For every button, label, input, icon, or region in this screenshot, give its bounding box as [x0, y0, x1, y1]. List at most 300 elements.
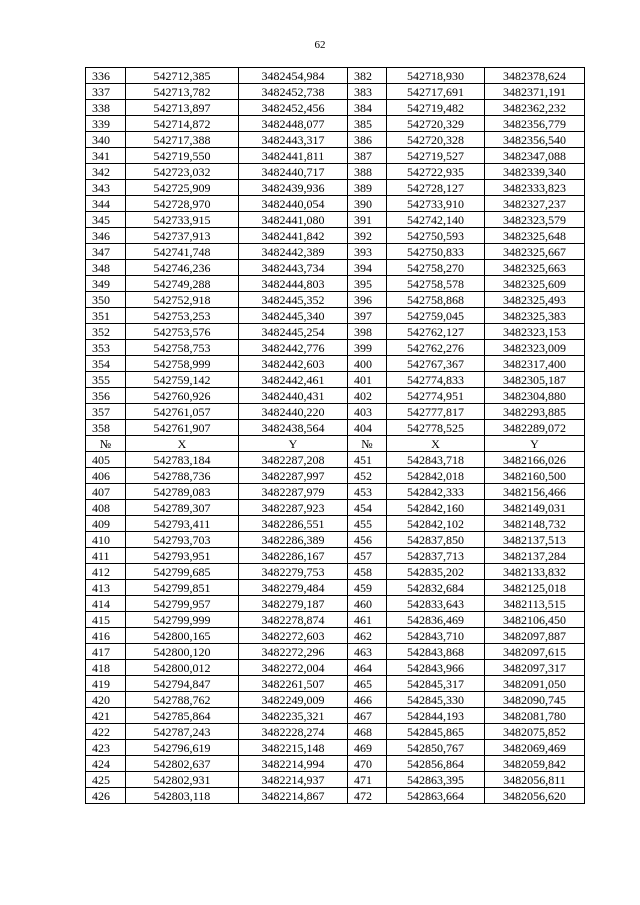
x-coordinate-cell: 542728,970: [126, 196, 239, 212]
x-coordinate-cell: 542774,951: [387, 388, 485, 404]
point-number-cell: 414: [86, 596, 126, 612]
point-number-cell: 403: [348, 404, 387, 420]
x-coordinate-cell: 542799,957: [126, 596, 239, 612]
x-coordinate-cell: 542844,193: [387, 708, 485, 724]
y-coordinate-cell: 3482443,734: [239, 260, 348, 276]
point-number-cell: 385: [348, 116, 387, 132]
x-coordinate-cell: 542799,685: [126, 564, 239, 580]
table-row: [86, 692, 585, 708]
point-number-cell: 454: [348, 500, 387, 516]
table-row: [86, 180, 585, 196]
x-coordinate-cell: 542719,482: [387, 100, 485, 116]
point-number-cell: 338: [86, 100, 126, 116]
point-number-cell: 390: [348, 196, 387, 212]
point-number-cell: 412: [86, 564, 126, 580]
point-number-cell: 465: [348, 676, 387, 692]
table-row: [86, 516, 585, 532]
y-coordinate-cell: 3482448,077: [239, 116, 348, 132]
point-number-cell: 383: [348, 84, 387, 100]
y-coordinate-cell: 3482097,317: [485, 660, 585, 676]
y-coordinate-cell: 3482440,717: [239, 164, 348, 180]
table-row: [86, 196, 585, 212]
x-coordinate-cell: 542719,527: [387, 148, 485, 164]
table-row: [86, 68, 585, 84]
y-coordinate-cell: 3482445,352: [239, 292, 348, 308]
x-coordinate-cell: 542760,926: [126, 388, 239, 404]
y-coordinate-cell: 3482323,579: [485, 212, 585, 228]
y-coordinate-cell: 3482113,515: [485, 596, 585, 612]
table-row: [86, 724, 585, 740]
point-number-cell: 349: [86, 276, 126, 292]
x-coordinate-cell: 542741,748: [126, 244, 239, 260]
x-coordinate-cell: 542837,850: [387, 532, 485, 548]
x-coordinate-cell: 542717,388: [126, 132, 239, 148]
x-coordinate-cell: 542842,160: [387, 500, 485, 516]
x-coordinate-cell: 542787,243: [126, 724, 239, 740]
x-coordinate-cell: 542789,083: [126, 484, 239, 500]
table-row: [86, 468, 585, 484]
y-coordinate-cell: 3482325,667: [485, 244, 585, 260]
x-coordinate-cell: 542785,864: [126, 708, 239, 724]
x-coordinate-cell: 542722,935: [387, 164, 485, 180]
x-coordinate-cell: 542761,907: [126, 420, 239, 436]
point-number-cell: 462: [348, 628, 387, 644]
y-coordinate-cell: 3482148,732: [485, 516, 585, 532]
table-row: [86, 340, 585, 356]
x-coordinate-cell: 542713,897: [126, 100, 239, 116]
y-coordinate-cell: 3482327,237: [485, 196, 585, 212]
y-coordinate-cell: 3482304,880: [485, 388, 585, 404]
point-number-cell: 451: [348, 452, 387, 468]
point-number-cell: 411: [86, 548, 126, 564]
x-coordinate-cell: 542759,045: [387, 308, 485, 324]
y-coordinate-cell: 3482106,450: [485, 612, 585, 628]
point-number-cell: 345: [86, 212, 126, 228]
y-coordinate-cell: 3482137,284: [485, 548, 585, 564]
table-row: [86, 484, 585, 500]
x-coordinate-cell: 542758,578: [387, 276, 485, 292]
x-coordinate-cell: 542758,999: [126, 356, 239, 372]
y-coordinate-cell: 3482325,493: [485, 292, 585, 308]
point-number-cell: 419: [86, 676, 126, 692]
x-coordinate-cell: 542714,872: [126, 116, 239, 132]
point-number-cell: 466: [348, 692, 387, 708]
x-coordinate-cell: 542777,817: [387, 404, 485, 420]
table-row: [86, 500, 585, 516]
x-coordinate-cell: 542845,317: [387, 676, 485, 692]
x-coordinate-cell: 542832,684: [387, 580, 485, 596]
x-coordinate-cell: 542842,018: [387, 468, 485, 484]
x-coordinate-cell: 542758,753: [126, 340, 239, 356]
y-coordinate-cell: 3482356,540: [485, 132, 585, 148]
table-row: [86, 132, 585, 148]
y-coordinate-cell: 3482149,031: [485, 500, 585, 516]
y-coordinate-cell: 3482287,923: [239, 500, 348, 516]
y-coordinate-cell: 3482317,400: [485, 356, 585, 372]
y-coordinate-cell: 3482371,191: [485, 84, 585, 100]
x-coordinate-cell: 542712,385: [126, 68, 239, 84]
point-number-cell: 396: [348, 292, 387, 308]
y-coordinate-cell: 3482333,823: [485, 180, 585, 196]
x-coordinate-cell: 542746,236: [126, 260, 239, 276]
x-coordinate-cell: 542778,525: [387, 420, 485, 436]
y-coordinate-cell: 3482137,513: [485, 532, 585, 548]
y-coordinate-cell: 3482452,456: [239, 100, 348, 116]
y-coordinate-cell: 3482261,507: [239, 676, 348, 692]
y-coordinate-cell: 3482287,997: [239, 468, 348, 484]
point-number-cell: 341: [86, 148, 126, 164]
table-row: [86, 420, 585, 436]
table-row: [86, 164, 585, 180]
x-coordinate-cell: 542753,253: [126, 308, 239, 324]
column-header: №: [348, 436, 387, 452]
point-number-cell: 470: [348, 756, 387, 772]
y-coordinate-cell: 3482339,340: [485, 164, 585, 180]
y-coordinate-cell: 3482347,088: [485, 148, 585, 164]
point-number-cell: 416: [86, 628, 126, 644]
x-coordinate-cell: 542762,127: [387, 324, 485, 340]
x-coordinate-cell: 542802,931: [126, 772, 239, 788]
point-number-cell: 402: [348, 388, 387, 404]
y-coordinate-cell: 3482097,887: [485, 628, 585, 644]
table-row: [86, 772, 585, 788]
y-coordinate-cell: 3482442,461: [239, 372, 348, 388]
x-coordinate-cell: 542793,703: [126, 532, 239, 548]
x-coordinate-cell: 542749,288: [126, 276, 239, 292]
point-number-cell: 399: [348, 340, 387, 356]
table-row: [86, 788, 585, 804]
x-coordinate-cell: 542750,833: [387, 244, 485, 260]
x-coordinate-cell: 542863,664: [387, 788, 485, 804]
table-row: [86, 676, 585, 692]
table-row: [86, 644, 585, 660]
x-coordinate-cell: 542774,833: [387, 372, 485, 388]
y-coordinate-cell: 3482454,984: [239, 68, 348, 84]
y-coordinate-cell: 3482075,852: [485, 724, 585, 740]
y-coordinate-cell: 3482214,867: [239, 788, 348, 804]
point-number-cell: 456: [348, 532, 387, 548]
column-header: X: [387, 436, 485, 452]
point-number-cell: 350: [86, 292, 126, 308]
y-coordinate-cell: 3482133,832: [485, 564, 585, 580]
table-row: [86, 596, 585, 612]
x-coordinate-cell: 542843,718: [387, 452, 485, 468]
point-number-cell: 410: [86, 532, 126, 548]
table-row: [86, 308, 585, 324]
x-coordinate-cell: 542835,202: [387, 564, 485, 580]
y-coordinate-cell: 3482441,080: [239, 212, 348, 228]
y-coordinate-cell: 3482443,317: [239, 132, 348, 148]
y-coordinate-cell: 3482059,842: [485, 756, 585, 772]
table-row: [86, 612, 585, 628]
point-number-cell: 346: [86, 228, 126, 244]
x-coordinate-cell: 542717,691: [387, 84, 485, 100]
y-coordinate-cell: 3482091,050: [485, 676, 585, 692]
point-number-cell: 401: [348, 372, 387, 388]
x-coordinate-cell: 542843,710: [387, 628, 485, 644]
y-coordinate-cell: 3482215,148: [239, 740, 348, 756]
x-coordinate-cell: 542800,120: [126, 644, 239, 660]
x-coordinate-cell: 542723,032: [126, 164, 239, 180]
table-row: [86, 372, 585, 388]
y-coordinate-cell: 3482090,745: [485, 692, 585, 708]
y-coordinate-cell: 3482279,484: [239, 580, 348, 596]
point-number-cell: 413: [86, 580, 126, 596]
page-number: 62: [314, 39, 326, 51]
y-coordinate-cell: 3482440,220: [239, 404, 348, 420]
y-coordinate-cell: 3482325,663: [485, 260, 585, 276]
point-number-cell: 398: [348, 324, 387, 340]
point-number-cell: 386: [348, 132, 387, 148]
x-coordinate-cell: 542767,367: [387, 356, 485, 372]
table-row: [86, 532, 585, 548]
x-coordinate-cell: 542728,127: [387, 180, 485, 196]
x-coordinate-cell: 542845,330: [387, 692, 485, 708]
y-coordinate-cell: 3482444,803: [239, 276, 348, 292]
point-number-cell: 392: [348, 228, 387, 244]
point-number-cell: 406: [86, 468, 126, 484]
point-number-cell: 420: [86, 692, 126, 708]
x-coordinate-cell: 542842,102: [387, 516, 485, 532]
point-number-cell: 467: [348, 708, 387, 724]
y-coordinate-cell: 3482279,753: [239, 564, 348, 580]
point-number-cell: 342: [86, 164, 126, 180]
point-number-cell: 397: [348, 308, 387, 324]
x-coordinate-cell: 542737,913: [126, 228, 239, 244]
y-coordinate-cell: 3482056,811: [485, 772, 585, 788]
point-number-cell: 395: [348, 276, 387, 292]
y-coordinate-cell: 3482440,054: [239, 196, 348, 212]
table-row: [86, 740, 585, 756]
y-coordinate-cell: 3482325,383: [485, 308, 585, 324]
point-number-cell: 352: [86, 324, 126, 340]
point-number-cell: 347: [86, 244, 126, 260]
point-number-cell: 409: [86, 516, 126, 532]
table-row: [86, 148, 585, 164]
x-coordinate-cell: 542720,328: [387, 132, 485, 148]
x-coordinate-cell: 542850,767: [387, 740, 485, 756]
point-number-cell: 344: [86, 196, 126, 212]
y-coordinate-cell: 3482305,187: [485, 372, 585, 388]
point-number-cell: 348: [86, 260, 126, 276]
x-coordinate-cell: 542837,713: [387, 548, 485, 564]
y-coordinate-cell: 3482438,564: [239, 420, 348, 436]
table-row: [86, 452, 585, 468]
y-coordinate-cell: 3482445,254: [239, 324, 348, 340]
x-coordinate-cell: 542843,966: [387, 660, 485, 676]
table-row: [86, 260, 585, 276]
point-number-cell: 469: [348, 740, 387, 756]
y-coordinate-cell: 3482323,153: [485, 324, 585, 340]
point-number-cell: 339: [86, 116, 126, 132]
x-coordinate-cell: 542833,643: [387, 596, 485, 612]
point-number-cell: 453: [348, 484, 387, 500]
column-header: Y: [239, 436, 348, 452]
point-number-cell: 408: [86, 500, 126, 516]
y-coordinate-cell: 3482442,603: [239, 356, 348, 372]
y-coordinate-cell: 3482441,842: [239, 228, 348, 244]
y-coordinate-cell: 3482214,994: [239, 756, 348, 772]
table-row: [86, 580, 585, 596]
table-row: [86, 228, 585, 244]
point-number-cell: 457: [348, 548, 387, 564]
x-coordinate-cell: 542802,637: [126, 756, 239, 772]
x-coordinate-cell: 542725,909: [126, 180, 239, 196]
point-number-cell: 340: [86, 132, 126, 148]
point-number-cell: 389: [348, 180, 387, 196]
point-number-cell: 426: [86, 788, 126, 804]
column-header: X: [126, 436, 239, 452]
x-coordinate-cell: 542788,736: [126, 468, 239, 484]
point-number-cell: 400: [348, 356, 387, 372]
x-coordinate-cell: 542794,847: [126, 676, 239, 692]
y-coordinate-cell: 3482097,615: [485, 644, 585, 660]
y-coordinate-cell: 3482156,466: [485, 484, 585, 500]
point-number-cell: 356: [86, 388, 126, 404]
x-coordinate-cell: 542733,910: [387, 196, 485, 212]
point-number-cell: 394: [348, 260, 387, 276]
x-coordinate-cell: 542788,762: [126, 692, 239, 708]
point-number-cell: 391: [348, 212, 387, 228]
y-coordinate-cell: 3482069,469: [485, 740, 585, 756]
x-coordinate-cell: 542783,184: [126, 452, 239, 468]
y-coordinate-cell: 3482166,026: [485, 452, 585, 468]
x-coordinate-cell: 542719,550: [126, 148, 239, 164]
point-number-cell: 463: [348, 644, 387, 660]
point-number-cell: 336: [86, 68, 126, 84]
point-number-cell: 357: [86, 404, 126, 420]
point-number-cell: 343: [86, 180, 126, 196]
table-row: [86, 388, 585, 404]
point-number-cell: 384: [348, 100, 387, 116]
column-header: №: [86, 436, 126, 452]
column-header: Y: [485, 436, 585, 452]
point-number-cell: 415: [86, 612, 126, 628]
x-coordinate-cell: 542753,576: [126, 324, 239, 340]
point-number-cell: 461: [348, 612, 387, 628]
point-number-cell: 354: [86, 356, 126, 372]
table-row: [86, 324, 585, 340]
point-number-cell: 422: [86, 724, 126, 740]
x-coordinate-cell: 542842,333: [387, 484, 485, 500]
y-coordinate-cell: 3482439,936: [239, 180, 348, 196]
point-number-cell: 337: [86, 84, 126, 100]
point-number-cell: 351: [86, 308, 126, 324]
point-number-cell: 382: [348, 68, 387, 84]
x-coordinate-cell: 542796,619: [126, 740, 239, 756]
x-coordinate-cell: 542752,918: [126, 292, 239, 308]
y-coordinate-cell: 3482278,874: [239, 612, 348, 628]
y-coordinate-cell: 3482214,937: [239, 772, 348, 788]
point-number-cell: 460: [348, 596, 387, 612]
y-coordinate-cell: 3482287,979: [239, 484, 348, 500]
y-coordinate-cell: 3482287,208: [239, 452, 348, 468]
table-row: [86, 708, 585, 724]
y-coordinate-cell: 3482272,004: [239, 660, 348, 676]
y-coordinate-cell: 3482249,009: [239, 692, 348, 708]
table-row: [86, 404, 585, 420]
table-row: [86, 212, 585, 228]
coordinates-table: [85, 67, 585, 804]
point-number-cell: 421: [86, 708, 126, 724]
x-coordinate-cell: 542800,165: [126, 628, 239, 644]
y-coordinate-cell: 3482362,232: [485, 100, 585, 116]
y-coordinate-cell: 3482293,885: [485, 404, 585, 420]
point-number-cell: 455: [348, 516, 387, 532]
x-coordinate-cell: 542836,469: [387, 612, 485, 628]
x-coordinate-cell: 542718,930: [387, 68, 485, 84]
x-coordinate-cell: 542762,276: [387, 340, 485, 356]
point-number-cell: 468: [348, 724, 387, 740]
x-coordinate-cell: 542856,864: [387, 756, 485, 772]
table-row: [86, 628, 585, 644]
table-row: [86, 548, 585, 564]
x-coordinate-cell: 542863,395: [387, 772, 485, 788]
x-coordinate-cell: 542733,915: [126, 212, 239, 228]
table-row: [86, 116, 585, 132]
point-number-cell: 472: [348, 788, 387, 804]
x-coordinate-cell: 542759,142: [126, 372, 239, 388]
point-number-cell: 425: [86, 772, 126, 788]
x-coordinate-cell: 542793,411: [126, 516, 239, 532]
y-coordinate-cell: 3482325,648: [485, 228, 585, 244]
point-number-cell: 464: [348, 660, 387, 676]
table-row: [86, 564, 585, 580]
table-row: [86, 244, 585, 260]
x-coordinate-cell: 542720,329: [387, 116, 485, 132]
point-number-cell: 458: [348, 564, 387, 580]
table-row: [86, 660, 585, 676]
point-number-cell: 405: [86, 452, 126, 468]
x-coordinate-cell: 542789,307: [126, 500, 239, 516]
y-coordinate-cell: 3482441,811: [239, 148, 348, 164]
x-coordinate-cell: 542843,868: [387, 644, 485, 660]
y-coordinate-cell: 3482279,187: [239, 596, 348, 612]
x-coordinate-cell: 542758,868: [387, 292, 485, 308]
point-number-cell: 452: [348, 468, 387, 484]
table-row: [86, 100, 585, 116]
x-coordinate-cell: 542803,118: [126, 788, 239, 804]
x-coordinate-cell: 542793,951: [126, 548, 239, 564]
x-coordinate-cell: 542742,140: [387, 212, 485, 228]
y-coordinate-cell: 3482289,072: [485, 420, 585, 436]
x-coordinate-cell: 542713,782: [126, 84, 239, 100]
y-coordinate-cell: 3482272,296: [239, 644, 348, 660]
y-coordinate-cell: 3482442,389: [239, 244, 348, 260]
point-number-cell: 417: [86, 644, 126, 660]
y-coordinate-cell: 3482160,500: [485, 468, 585, 484]
table-row: [86, 84, 585, 100]
point-number-cell: 358: [86, 420, 126, 436]
y-coordinate-cell: 3482272,603: [239, 628, 348, 644]
x-coordinate-cell: 542761,057: [126, 404, 239, 420]
table-row: [86, 276, 585, 292]
x-coordinate-cell: 542799,999: [126, 612, 239, 628]
table-row: [86, 292, 585, 308]
point-number-cell: 418: [86, 660, 126, 676]
point-number-cell: 424: [86, 756, 126, 772]
x-coordinate-cell: 542758,270: [387, 260, 485, 276]
x-coordinate-cell: 542845,865: [387, 724, 485, 740]
y-coordinate-cell: 3482442,776: [239, 340, 348, 356]
point-number-cell: 407: [86, 484, 126, 500]
y-coordinate-cell: 3482323,009: [485, 340, 585, 356]
y-coordinate-cell: 3482056,620: [485, 788, 585, 804]
x-coordinate-cell: 542750,593: [387, 228, 485, 244]
y-coordinate-cell: 3482445,340: [239, 308, 348, 324]
y-coordinate-cell: 3482325,609: [485, 276, 585, 292]
point-number-cell: 353: [86, 340, 126, 356]
